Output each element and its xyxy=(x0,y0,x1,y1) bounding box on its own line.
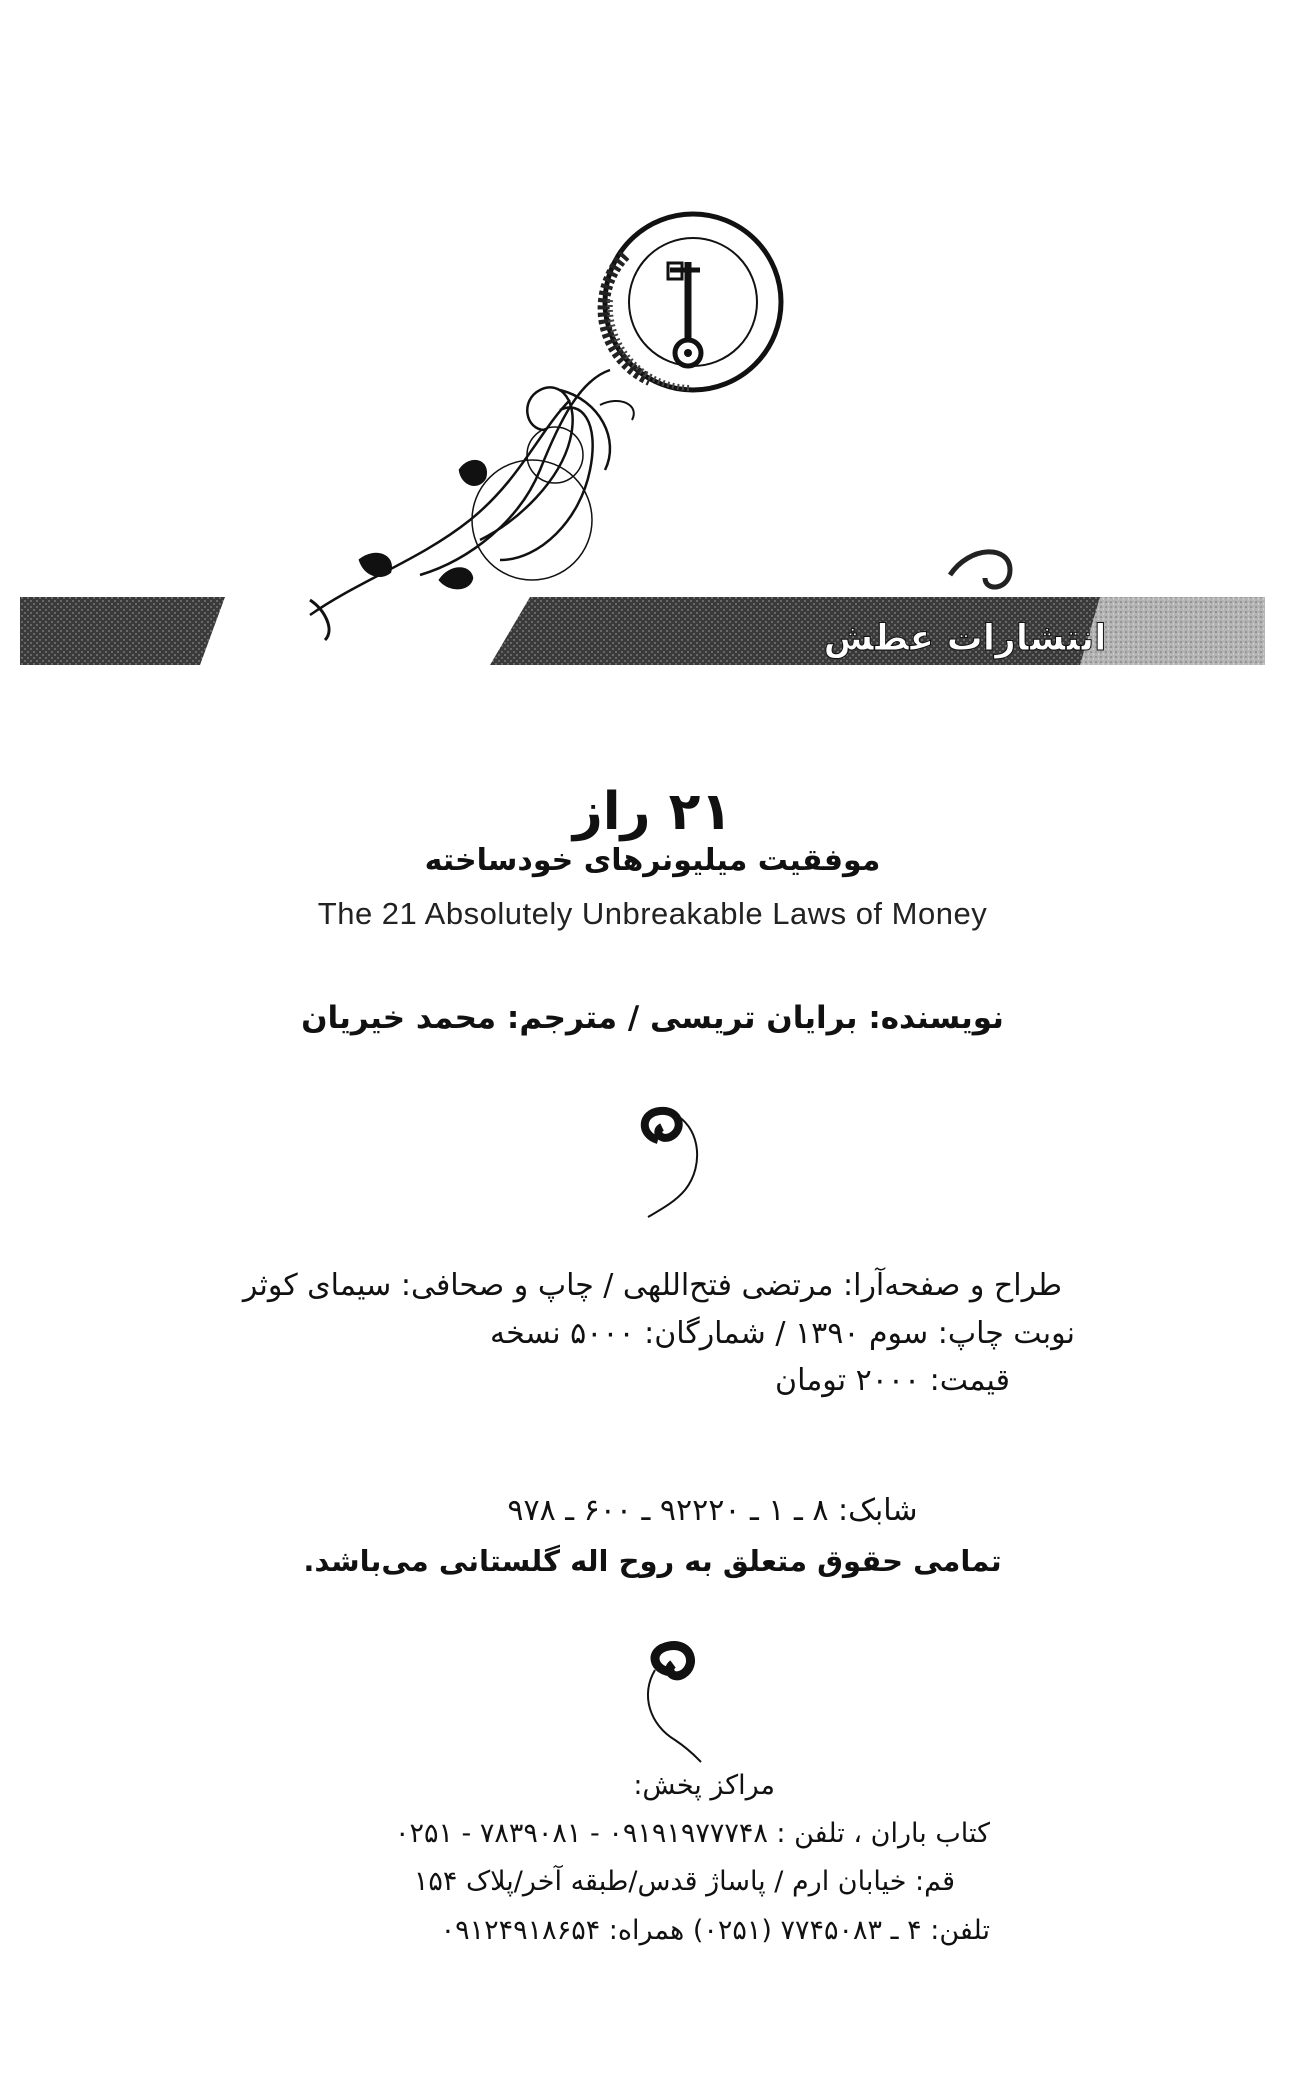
distribution-address: قم: خیابان ارم / پاساژ قدس/طبقه آخر/پلاک ۱۵۴ xyxy=(413,1866,955,1897)
book-subtitle: موفقیت میلیونرهای خودساخته xyxy=(424,843,881,878)
rights-line: تمامی حقوق متعلق به روح اله گلستانی می‌باشد. xyxy=(303,1544,1002,1578)
spiral-ornament-icon xyxy=(635,1640,715,1765)
publisher-name: انتشارات عطش xyxy=(823,618,1107,659)
key-logo-icon xyxy=(604,214,781,390)
edition-line: نوبت چاپ: سوم ۱۳۹۰ / شمارگان: ۵۰۰۰ نسخه xyxy=(490,1316,1075,1351)
book-title: ۲۱ راز xyxy=(572,782,733,842)
publisher-header-art xyxy=(0,0,1305,700)
distribution-phone: تلفن: ۴ ـ ۷۷۴۵۰۸۳ (۰۲۵۱) همراه: ۰۹۱۲۴۹۱۸۶۵۴ xyxy=(440,1915,990,1946)
spiral-ornament-icon xyxy=(630,1105,710,1220)
distribution-heading: مراکز پخش: xyxy=(633,1770,775,1801)
distribution-line: کتاب باران ، تلفن : ۰۹۱۹۱۹۷۷۷۴۸ - ۷۸۳۹۰۸۱ - ۰۲۵۱ xyxy=(394,1818,990,1849)
english-title: The 21 Absolutely Unbreakable Laws of Money xyxy=(317,896,988,931)
isbn-line: شابک: ۸ ـ ۱ ـ ۹۲۲۲۰ ـ ۶۰۰ ـ ۹۷۸ xyxy=(507,1493,918,1528)
credits-line: طراح و صفحه‌آرا: مرتضی فتح‌اللهی / چاپ و صحافی: سیمای کوثر xyxy=(242,1268,1063,1303)
price-line: قیمت: ۲۰۰۰ تومان xyxy=(775,1363,1010,1398)
author-translator: نویسنده: برایان تریسی / مترجم: محمد خیریان xyxy=(301,1000,1004,1036)
